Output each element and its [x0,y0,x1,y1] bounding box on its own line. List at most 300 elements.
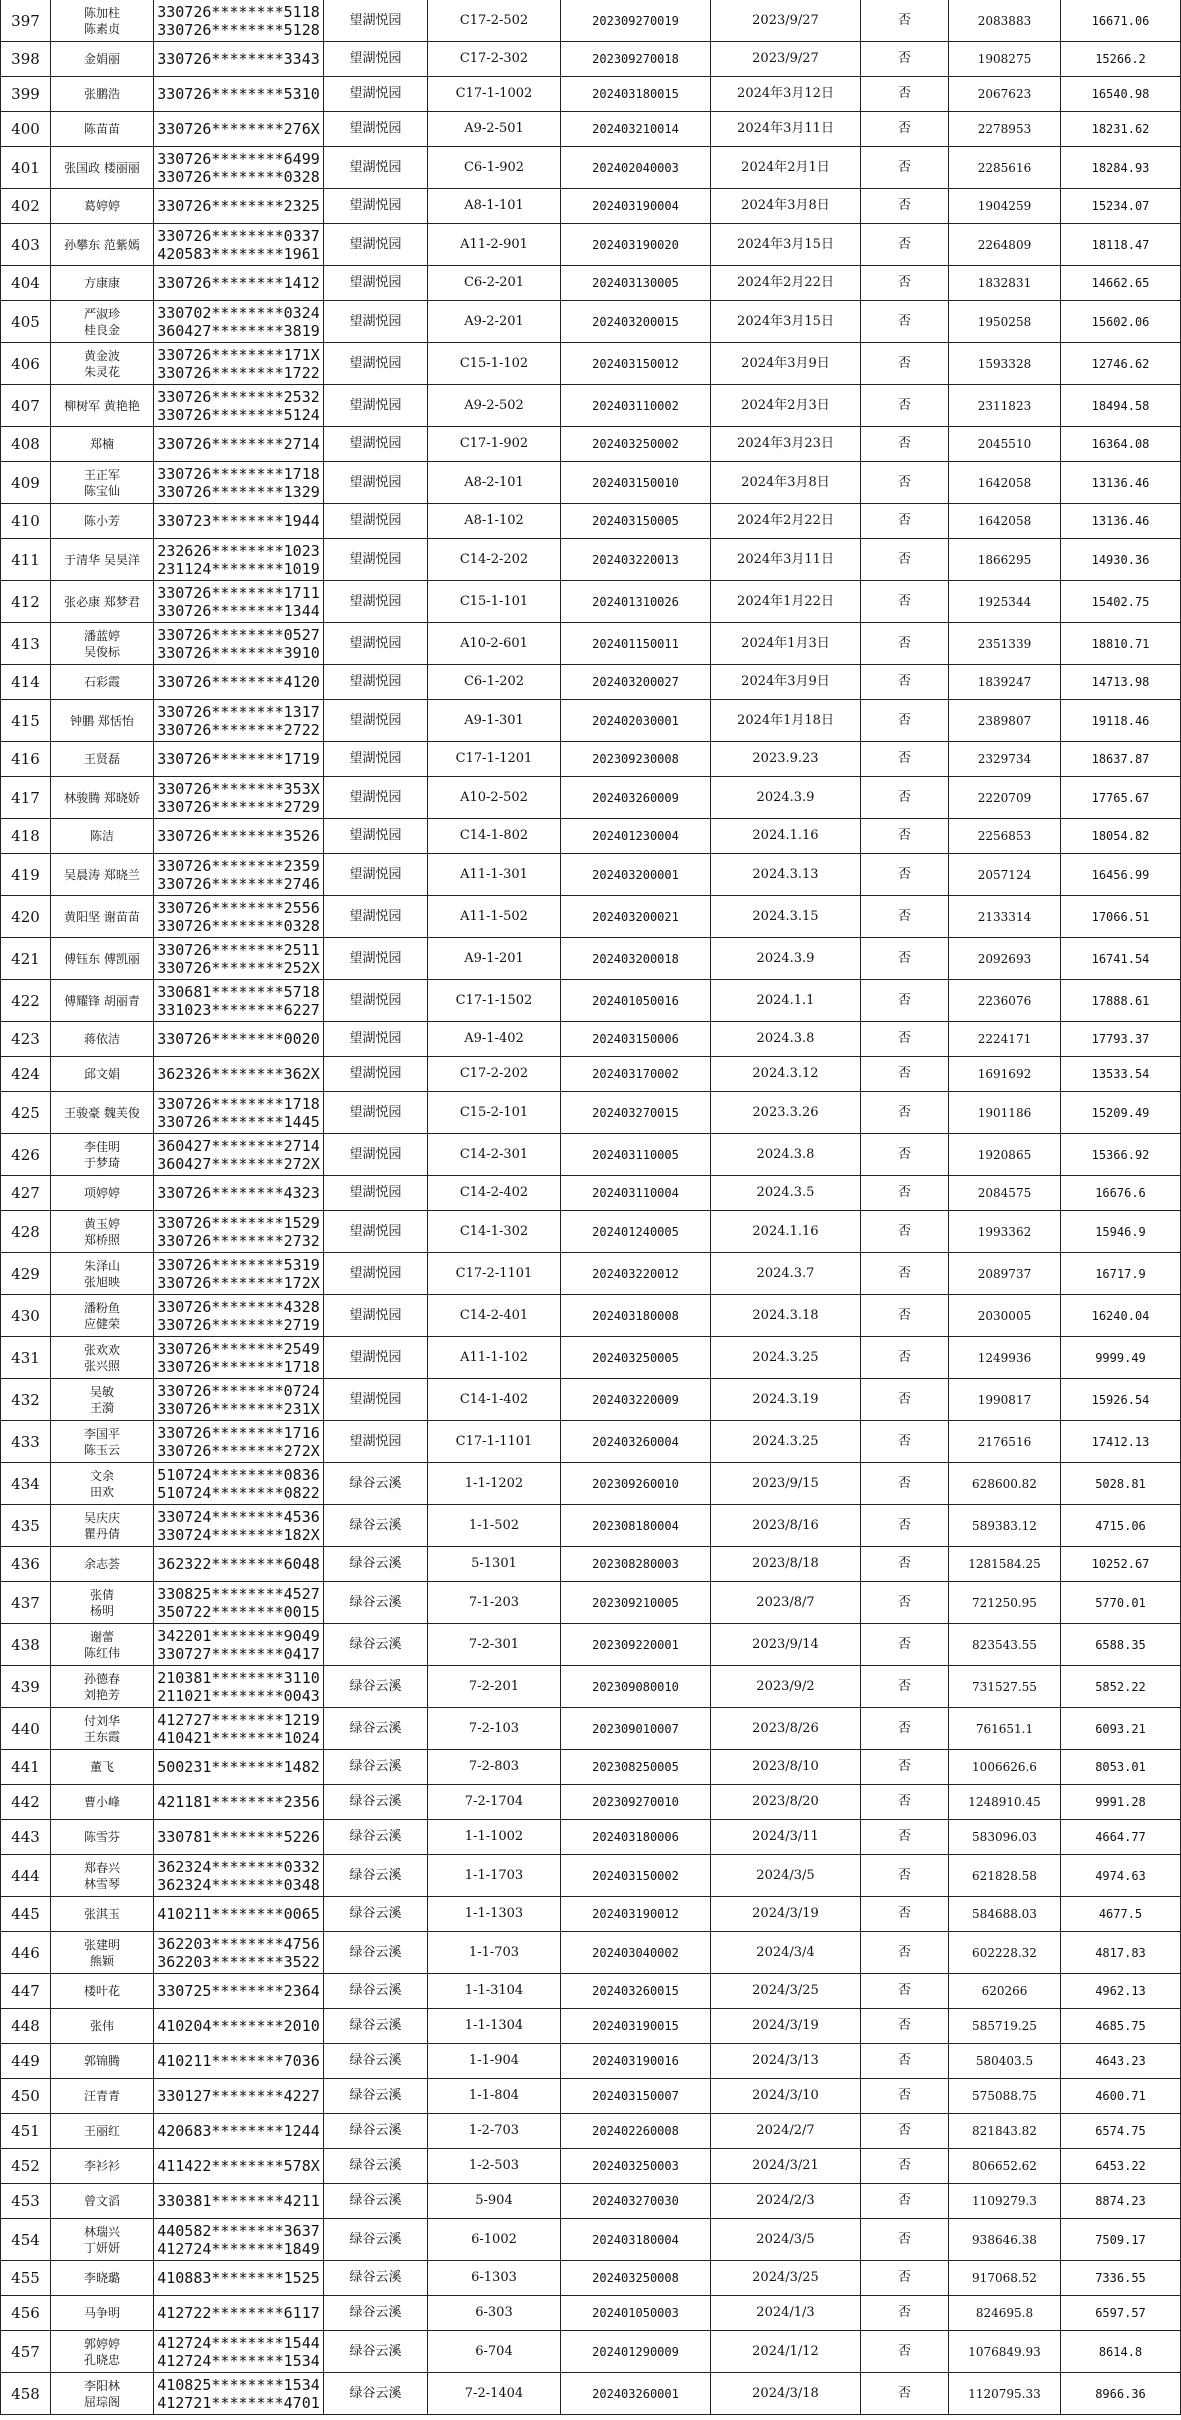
table-row [1,819,1181,854]
area-cell: 16671.06 [1061,0,1181,42]
table-row [1,343,1181,385]
unit-cell: 1-1-3104 [428,1974,561,2009]
contract-number-cell: 202309260010 [561,1463,711,1505]
name-cell-line: 熊颖 [89,1953,114,1968]
contract-number-cell: 202403110005 [561,1134,711,1176]
name-cell-line: 张欢欢 [83,1342,120,1357]
id-number-cell-line: 330724********182X [157,1525,320,1544]
id-number-cell-line: 330726********1317 [157,702,320,721]
id-number-cell-line: 362324********0348 [157,1875,320,1894]
contract-number-cell: 202403270015 [561,1092,711,1134]
id-number-cell-line: 411422********578X [157,2157,320,2175]
name-cell [51,266,154,301]
contract-number-cell: 202402040003 [561,147,711,189]
name-cell-line: 陈红伟 [83,1645,120,1660]
date-cell: 2024.1.1 [711,980,861,1022]
date-cell: 2024年1月22日 [711,581,861,623]
amount-cell: 1076849.93 [949,2331,1061,2373]
id-number-cell-line: 330726********0020 [157,1030,320,1048]
id-number-cell [154,1505,324,1547]
name-cell-line: 邱文娟 [83,1067,120,1081]
id-number-cell-line: 330726********0527 [157,625,320,644]
project-cell: 绿谷云溪 [324,1708,428,1750]
area-cell: 14930.36 [1061,539,1181,581]
date-cell: 2024/3/13 [711,2044,861,2079]
id-number-cell-line: 330726********0328 [157,916,320,935]
table-row [1,1708,1181,1750]
date-cell: 2024年3月23日 [711,427,861,462]
area-cell: 4600.71 [1061,2079,1181,2114]
id-number-cell [154,980,324,1022]
id-number-cell [154,854,324,896]
area-cell: 17412.13 [1061,1421,1181,1463]
amount-cell: 2057124 [949,854,1061,896]
name-cell-line: 严淑珍 [83,306,120,321]
name-cell [51,1785,154,1820]
date-cell: 2024.3.19 [711,1379,861,1421]
flag-cell: 否 [861,539,949,581]
row-number-cell: 411 [1,539,51,581]
name-cell [51,1022,154,1057]
name-cell-line: 董飞 [89,1760,114,1774]
table-row [1,2219,1181,2261]
name-cell [51,819,154,854]
flag-cell: 否 [861,147,949,189]
amount-cell: 2176516 [949,1421,1061,1463]
table-row [1,1785,1181,1820]
name-cell [51,623,154,665]
area-cell: 6597.57 [1061,2296,1181,2331]
table-row [1,1932,1181,1974]
id-number-cell [154,1897,324,1932]
flag-cell: 否 [861,1211,949,1253]
row-number-cell: 441 [1,1750,51,1785]
area-cell: 4962.13 [1061,1974,1181,2009]
amount-cell: 621828.58 [949,1855,1061,1897]
amount-cell: 2329734 [949,742,1061,777]
contract-number-cell: 202403040002 [561,1932,711,1974]
row-number-cell: 426 [1,1134,51,1176]
unit-cell: C17-2-202 [428,1057,561,1092]
name-cell-line: 林雪琴 [83,1876,120,1891]
id-number-cell-line: 330726********2732 [157,1231,320,1250]
name-cell [51,1092,154,1134]
name-cell-line: 潘粉鱼 [83,1300,120,1315]
area-cell: 4685.75 [1061,2009,1181,2044]
row-number-cell: 422 [1,980,51,1022]
project-cell: 望湖悦园 [324,938,428,980]
name-cell [51,854,154,896]
flag-cell: 否 [861,1022,949,1057]
id-number-cell [154,504,324,539]
name-cell-line: 柳树军 黄艳艳 [64,398,140,413]
name-cell-line: 陈玉云 [83,1442,120,1457]
table-row [1,1582,1181,1624]
id-number-cell-line: 330726********1711 [157,583,320,602]
unit-cell: 6-1303 [428,2261,561,2296]
contract-number-cell: 202403190020 [561,224,711,266]
project-cell: 望湖悦园 [324,189,428,224]
name-cell-line: 文余 [89,1468,114,1483]
name-cell-line: 黄玉婷 [83,1216,120,1231]
id-number-cell-line: 330781********5226 [157,1828,320,1846]
table-row [1,777,1181,819]
id-number-cell [154,189,324,224]
flag-cell: 否 [861,2044,949,2079]
name-cell-line: 孙德春 [83,1671,120,1686]
amount-cell: 2285616 [949,147,1061,189]
name-cell [51,2079,154,2114]
id-number-cell-line: 350722********0015 [157,1602,320,1621]
amount-cell: 1904259 [949,189,1061,224]
contract-number-cell: 202403260004 [561,1421,711,1463]
flag-cell: 否 [861,1295,949,1337]
amount-cell: 1691692 [949,1057,1061,1092]
project-cell: 绿谷云溪 [324,1750,428,1785]
flag-cell: 否 [861,42,949,77]
name-cell [51,700,154,742]
area-cell: 9991.28 [1061,1785,1181,1820]
row-number-cell: 410 [1,504,51,539]
date-cell: 2024年3月12日 [711,77,861,112]
name-cell-line: 项婷婷 [83,1186,120,1200]
id-number-cell-line: 330726********0724 [157,1381,320,1400]
contract-number-cell: 202403260009 [561,777,711,819]
id-number-cell [154,1057,324,1092]
area-cell: 13136.46 [1061,462,1181,504]
id-number-cell-line: 330726********172X [157,1273,320,1292]
table-row [1,1666,1181,1708]
row-number-cell: 435 [1,1505,51,1547]
unit-cell: 1-1-502 [428,1505,561,1547]
id-number-cell-line: 330726********3343 [157,50,320,68]
row-number-cell: 434 [1,1463,51,1505]
name-cell [51,147,154,189]
name-cell-line: 葛婷婷 [83,199,120,213]
amount-cell: 628600.82 [949,1463,1061,1505]
unit-cell: C15-2-101 [428,1092,561,1134]
project-cell: 绿谷云溪 [324,2044,428,2079]
date-cell: 2024年2月22日 [711,504,861,539]
area-cell: 4715.06 [1061,1505,1181,1547]
date-cell: 2024年3月9日 [711,343,861,385]
amount-cell: 602228.32 [949,1932,1061,1974]
name-cell [51,2114,154,2149]
id-number-cell-line: 231124********1019 [157,559,320,578]
flag-cell: 否 [861,427,949,462]
unit-cell: C17-1-1002 [428,77,561,112]
row-number-cell: 448 [1,2009,51,2044]
amount-cell: 2256853 [949,819,1061,854]
amount-cell: 1993362 [949,1211,1061,1253]
unit-cell: C14-2-402 [428,1176,561,1211]
table-row [1,147,1181,189]
unit-cell: 1-2-703 [428,2114,561,2149]
date-cell: 2024年3月9日 [711,665,861,700]
project-cell: 绿谷云溪 [324,1897,428,1932]
row-number-cell: 418 [1,819,51,854]
name-cell-line: 张建明 [83,1937,120,1952]
table-row [1,1253,1181,1295]
name-cell-line: 于梦琦 [83,1155,120,1170]
unit-cell: 1-1-1303 [428,1897,561,1932]
row-number-cell: 454 [1,2219,51,2261]
id-number-cell-line: 330726********4323 [157,1184,320,1202]
name-cell-line: 李衫衫 [83,2159,120,2173]
id-number-cell-line: 330726********2746 [157,874,320,893]
contract-number-cell: 202309220001 [561,1624,711,1666]
table-row [1,2114,1181,2149]
id-number-cell-line: 410825********1534 [157,2375,320,2394]
date-cell: 2024.3.9 [711,777,861,819]
id-number-cell [154,581,324,623]
date-cell: 2024/3/5 [711,1855,861,1897]
area-cell: 18494.58 [1061,385,1181,427]
name-cell [51,2373,154,2415]
id-number-cell-line: 410883********1525 [157,2269,320,2287]
unit-cell: A9-1-201 [428,938,561,980]
name-cell [51,1750,154,1785]
name-cell [51,1421,154,1463]
id-number-cell-line: 330726********2511 [157,940,320,959]
project-cell: 绿谷云溪 [324,1974,428,2009]
id-number-cell [154,665,324,700]
id-number-cell-line: 412722********6117 [157,2304,320,2322]
project-cell: 绿谷云溪 [324,2079,428,2114]
row-number-cell: 428 [1,1211,51,1253]
area-cell: 18118.47 [1061,224,1181,266]
id-number-cell-line: 410211********7036 [157,2052,320,2070]
date-cell: 2024.3.18 [711,1295,861,1337]
id-number-cell [154,1785,324,1820]
area-cell: 15209.49 [1061,1092,1181,1134]
id-number-cell [154,42,324,77]
contract-number-cell: 202403190015 [561,2009,711,2044]
row-number-cell: 412 [1,581,51,623]
flag-cell: 否 [861,819,949,854]
project-cell: 望湖悦园 [324,1022,428,1057]
id-number-cell-line: 330726********252X [157,958,320,977]
row-number-cell: 420 [1,896,51,938]
flag-cell: 否 [861,1057,949,1092]
name-cell-line: 张倩 [89,1587,114,1602]
unit-cell: C17-1-1101 [428,1421,561,1463]
table-row [1,742,1181,777]
project-cell: 望湖悦园 [324,819,428,854]
flag-cell: 否 [861,1463,949,1505]
name-cell [51,112,154,147]
table-row [1,854,1181,896]
row-number-cell: 407 [1,385,51,427]
amount-cell: 1642058 [949,504,1061,539]
date-cell: 2024/3/10 [711,2079,861,2114]
unit-cell: 5-1301 [428,1547,561,1582]
amount-cell: 806652.62 [949,2149,1061,2184]
id-number-cell-line: 412724********1544 [157,2333,320,2352]
date-cell: 2024.3.9 [711,938,861,980]
amount-cell: 1839247 [949,665,1061,700]
flag-cell: 否 [861,700,949,742]
contract-number-cell: 202403130005 [561,266,711,301]
area-cell: 16456.99 [1061,854,1181,896]
name-cell-line: 郑春兴 [83,1860,120,1875]
name-cell-line: 吴敏 [89,1384,114,1399]
name-cell [51,1897,154,1932]
unit-cell: 1-1-1304 [428,2009,561,2044]
unit-cell: C17-1-1201 [428,742,561,777]
area-cell: 6588.35 [1061,1624,1181,1666]
area-cell: 16364.08 [1061,427,1181,462]
contract-number-cell: 202403190004 [561,189,711,224]
table-row [1,2184,1181,2219]
amount-cell: 2084575 [949,1176,1061,1211]
name-cell [51,581,154,623]
project-cell: 绿谷云溪 [324,2331,428,2373]
area-cell: 16240.04 [1061,1295,1181,1337]
id-number-cell-line: 360427********2714 [157,1136,320,1155]
date-cell: 2024.1.16 [711,819,861,854]
table-row [1,1855,1181,1897]
name-cell-line: 张旭映 [83,1274,120,1289]
name-cell [51,777,154,819]
flag-cell: 否 [861,343,949,385]
amount-cell: 1920865 [949,1134,1061,1176]
row-number-cell: 421 [1,938,51,980]
id-number-cell-line: 330726********2549 [157,1339,320,1358]
flag-cell: 否 [861,1624,949,1666]
id-number-cell-line: 330726********5310 [157,85,320,103]
contract-number-cell: 202403190016 [561,2044,711,2079]
area-cell: 17888.61 [1061,980,1181,1022]
flag-cell: 否 [861,1897,949,1932]
id-number-cell-line: 330725********2364 [157,1982,320,2000]
date-cell: 2024/3/11 [711,1820,861,1855]
table-row [1,385,1181,427]
id-number-cell [154,1708,324,1750]
amount-cell: 2236076 [949,980,1061,1022]
id-number-cell [154,2044,324,2079]
id-number-cell-line: 412724********1534 [157,2351,320,2370]
date-cell: 2024/2/3 [711,2184,861,2219]
name-cell-line: 丁妍妍 [83,2240,120,2255]
table-row [1,504,1181,539]
row-number-cell: 453 [1,2184,51,2219]
table-row [1,623,1181,665]
contract-number-cell: 202403190012 [561,1897,711,1932]
unit-cell: C14-2-202 [428,539,561,581]
flag-cell: 否 [861,623,949,665]
id-number-cell [154,1379,324,1421]
id-number-cell [154,777,324,819]
area-cell: 13136.46 [1061,504,1181,539]
name-cell [51,1505,154,1547]
id-number-cell-line: 412721********4701 [157,2393,320,2412]
table-row [1,2373,1181,2415]
id-number-cell [154,819,324,854]
name-cell [51,42,154,77]
id-number-cell [154,2079,324,2114]
row-number-cell: 398 [1,42,51,77]
row-number-cell: 406 [1,343,51,385]
id-number-cell-line: 330726********4120 [157,673,320,691]
project-cell: 望湖悦园 [324,427,428,462]
name-cell-line: 王漪 [89,1400,114,1415]
contract-number-cell: 202402030001 [561,700,711,742]
unit-cell: 1-1-1002 [428,1820,561,1855]
name-cell [51,77,154,112]
id-number-cell [154,1463,324,1505]
name-cell [51,385,154,427]
contract-number-cell: 202403200018 [561,938,711,980]
name-cell [51,1295,154,1337]
id-number-cell-line: 330726********0328 [157,167,320,186]
contract-number-cell: 202403180006 [561,1820,711,1855]
id-number-cell [154,1820,324,1855]
id-number-cell-line: 330727********0417 [157,1644,320,1663]
amount-cell: 589383.12 [949,1505,1061,1547]
table-row [1,2331,1181,2373]
id-number-cell-line: 330724********4536 [157,1507,320,1526]
unit-cell: A10-2-601 [428,623,561,665]
contract-number-cell: 202403110002 [561,385,711,427]
flag-cell: 否 [861,1379,949,1421]
name-cell [51,504,154,539]
project-cell: 望湖悦园 [324,581,428,623]
contract-number-cell: 202403200021 [561,896,711,938]
id-number-cell [154,1666,324,1708]
project-cell: 绿谷云溪 [324,2009,428,2044]
id-number-cell [154,77,324,112]
id-number-cell-line: 330726********1329 [157,482,320,501]
id-number-cell-line: 330726********6499 [157,149,320,168]
unit-cell: 1-2-503 [428,2149,561,2184]
id-number-cell [154,623,324,665]
row-number-cell: 400 [1,112,51,147]
amount-cell: 2311823 [949,385,1061,427]
date-cell: 2024/1/3 [711,2296,861,2331]
area-cell: 4817.83 [1061,1932,1181,1974]
row-number-cell: 427 [1,1176,51,1211]
name-cell [51,742,154,777]
name-cell [51,301,154,343]
name-cell-line: 朱灵花 [83,364,120,379]
amount-cell: 1281584.25 [949,1547,1061,1582]
flag-cell: 否 [861,504,949,539]
area-cell: 16676.6 [1061,1176,1181,1211]
unit-cell: A9-2-502 [428,385,561,427]
date-cell: 2024年3月11日 [711,539,861,581]
area-cell: 5852.22 [1061,1666,1181,1708]
date-cell: 2024/1/12 [711,2331,861,2373]
contract-number-cell: 202401050003 [561,2296,711,2331]
row-number-cell: 458 [1,2373,51,2415]
date-cell: 2024/3/25 [711,1974,861,2009]
row-number-cell: 403 [1,224,51,266]
project-cell: 望湖悦园 [324,77,428,112]
area-cell: 4643.23 [1061,2044,1181,2079]
contract-number-cell: 202309270018 [561,42,711,77]
table-row [1,427,1181,462]
row-number-cell: 408 [1,427,51,462]
name-cell-line: 张鹏浩 [83,87,120,101]
id-number-cell-line: 330127********4227 [157,2087,320,2105]
date-cell: 2024/3/5 [711,2219,861,2261]
name-cell-line: 吴俊标 [83,644,120,659]
name-cell-line: 王正军 [83,467,120,482]
row-number-cell: 402 [1,189,51,224]
id-number-cell [154,2296,324,2331]
date-cell: 2023.9.23 [711,742,861,777]
